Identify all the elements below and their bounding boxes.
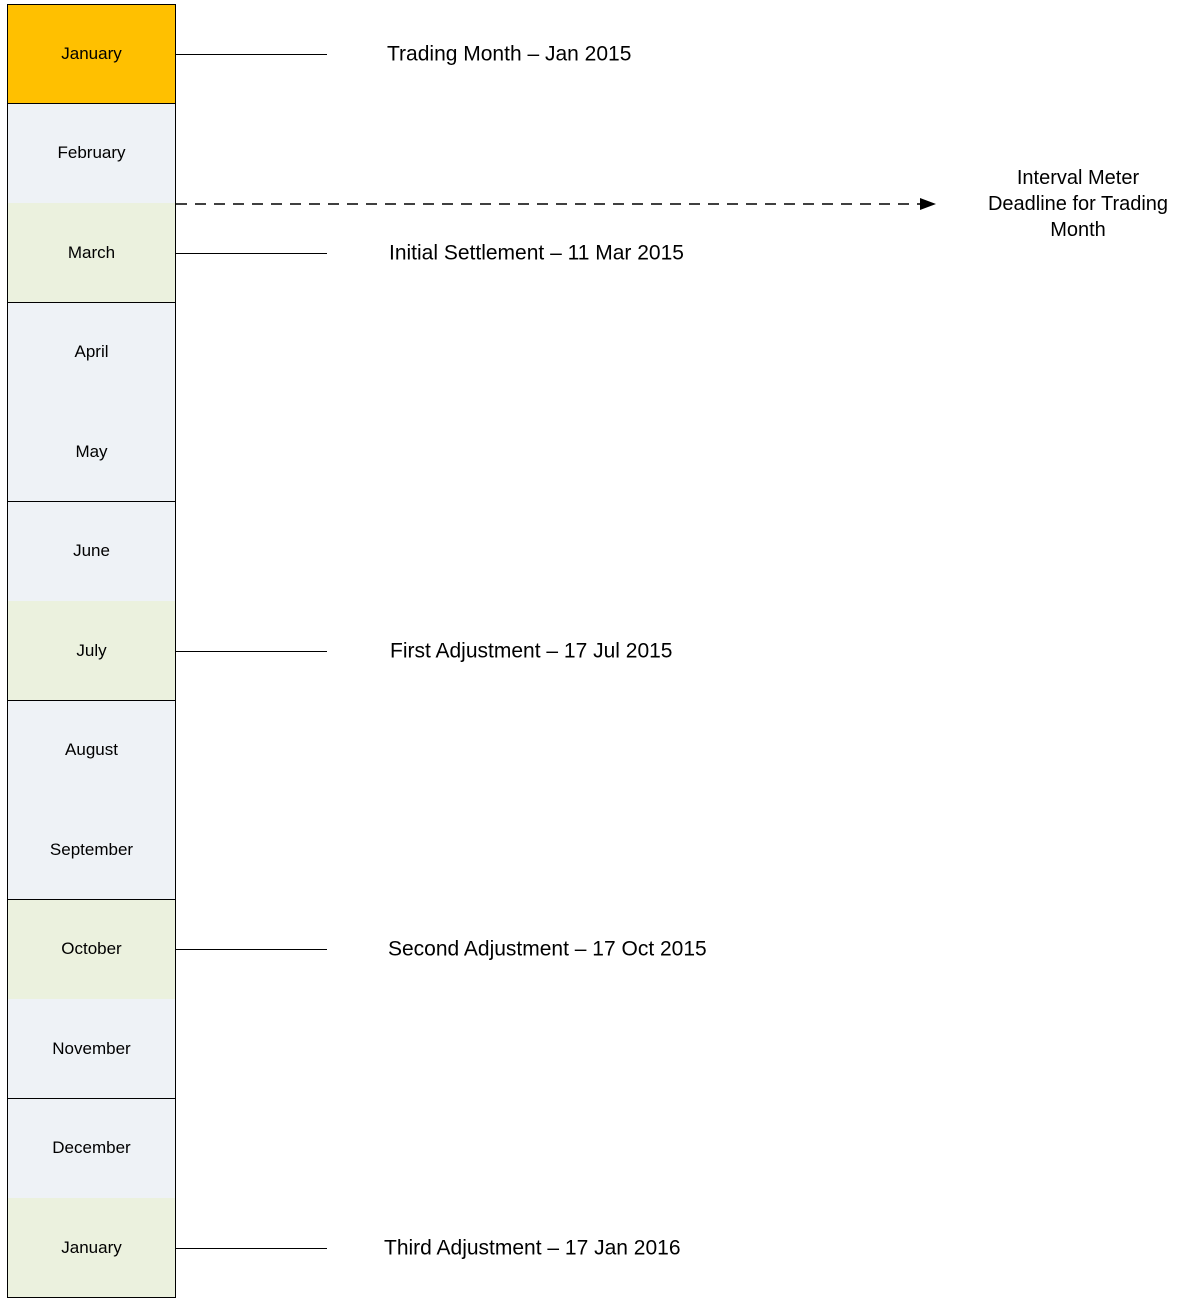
- milestone-connector-line: [176, 1248, 327, 1249]
- month-box: [7, 303, 176, 403]
- month-label: March: [67, 242, 116, 262]
- milestone-label: Third Adjustment – 17 Jan 2016: [384, 1236, 681, 1260]
- month-label: September: [49, 839, 134, 859]
- month-box: [7, 203, 176, 303]
- month-label: June: [73, 541, 110, 560]
- month-box: [7, 402, 176, 502]
- month-label: May: [75, 441, 108, 461]
- milestone-connector-line: [176, 949, 327, 950]
- month-box: [7, 104, 176, 204]
- month-label: July: [76, 640, 107, 660]
- milestone-label: Second Adjustment – 17 Oct 2015: [388, 937, 707, 961]
- month-label: January: [61, 1237, 122, 1257]
- deadline-label-line: Interval Meter: [1016, 167, 1140, 189]
- month-box: [7, 601, 176, 701]
- month-box: [7, 999, 176, 1099]
- milestone-connector-line: [176, 253, 327, 254]
- month-box: [7, 900, 176, 1000]
- month-box: [7, 800, 176, 900]
- month-box: [7, 502, 176, 602]
- deadline-arrow: [176, 193, 940, 215]
- month-label: January: [61, 44, 122, 63]
- month-box: [7, 701, 176, 801]
- milestone-label: Trading Month – Jan 2015: [387, 42, 632, 66]
- deadline-label: [963, 165, 1193, 243]
- month-label: February: [57, 143, 126, 162]
- month-label: October: [61, 939, 122, 958]
- month-box: [7, 1198, 176, 1298]
- month-label: April: [74, 342, 109, 361]
- milestone-connector-line: [176, 651, 327, 652]
- milestone-label: Initial Settlement – 11 Mar 2015: [389, 241, 684, 265]
- month-label: November: [52, 1038, 131, 1058]
- month-label: August: [65, 740, 118, 759]
- milestone-connector-line: [176, 54, 327, 55]
- deadline-arrowhead-icon: [920, 198, 936, 210]
- deadline-label-line: Deadline for Trading: [987, 193, 1169, 215]
- month-box: [7, 4, 176, 104]
- month-label: December: [52, 1138, 131, 1157]
- month-box: [7, 1099, 176, 1199]
- deadline-label-line: Month: [1050, 219, 1106, 241]
- milestone-label: First Adjustment – 17 Jul 2015: [390, 639, 673, 663]
